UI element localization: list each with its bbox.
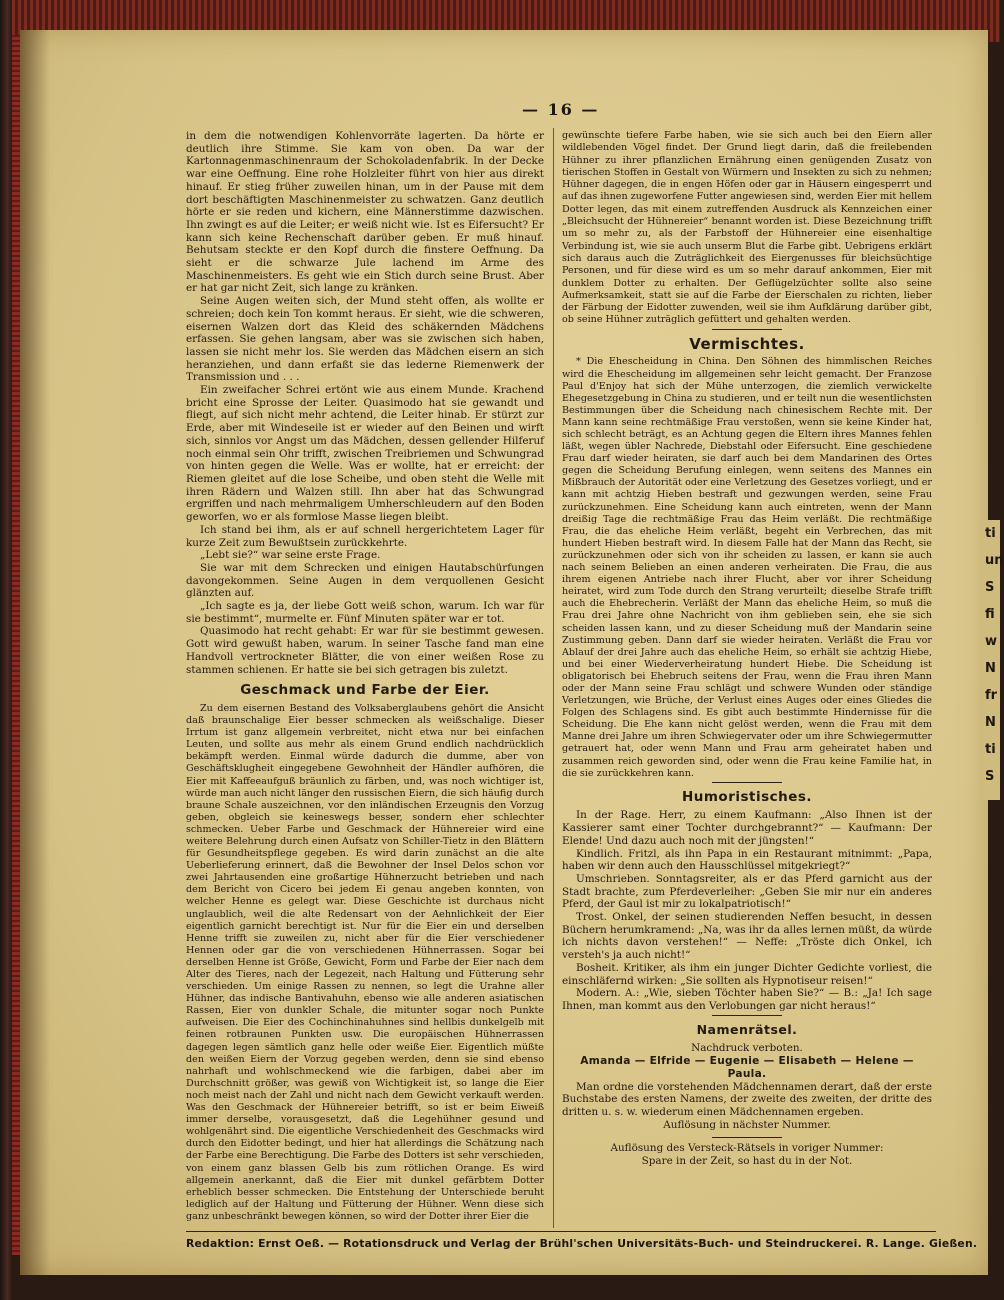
story-paragraph: Sie war mit dem Schrecken und einigen Hautabschürfungen davongekommen. Seine Augen in dem verquollenen Gesicht glänzten auf. xyxy=(186,561,544,600)
section-rule xyxy=(712,1015,782,1016)
article-eier-text: Zu dem eisernen Bestand des Volksaberglaubens gehört die Ansicht daß braunschalige Eier besser schmecken als weißschalige. Dieser Irrtum ist ganz allgemein verbreitet, nicht etwa nur bei einfachen Leuten, und sollte aus mehr als einem Grund endlich nachdrücklich bekämpft werden. Einmal würde dadurch die dumme, aber von Geschäftsklugheit eingegebene Gewohnheit der Händler aufhören, die Eier mit Kaffeeaufguß bräunlich zu färben, und, was noch wichtiger ist, würde man auch nicht länger den russischen Eiern, die sich häufig durch braune Schale auszeichnen, vor den inländischen Erzeugnis den Vorzug geben, obgleich sie keineswegs besser, sondern eher schlechter schmecken. Ueber Farbe und Geschmack der Hühnereier wird eine weitere Belehrung durch einen Aufsatz von Schiller-Tietz in den Blättern für Gesundheitspflege gegeben. Es wird darin zunächst an die alte Ueberlieferung erinnert, daß die Bewohner der Insel Delos schon vor zwei Jahrtausenden eine großartige Hühnerzucht betrieben und nach dem Bericht von Cicero bei jedem Ei genau angeben konnten, von welcher Henne es gelegt war. Diese Geschichte ist durchaus nicht unglaublich, weil die alte Redensart von der Aehnlichkeit der Eier eigentlich garnicht berechtigt ist. Nur für die Eier ein und derselben Henne trifft sie zuweilen zu, nicht aber für die Eier verschiedener Hennen oder gar die von verschiedenen Hühnerrassen. Sogar bei derselben Henne ist Größe, Gewicht, Form und Farbe der Eier nach dem Alter des Tieres, nach der Legezeit, nach Haltung und Fütterung sehr verschieden. Um einige Rassen zu nennen, so legt die Urahne aller Hühner, das indische Bantivahuhn, ebenso wie alle anderen asiatischen Rassen, Eier von dunkler Schale, die mitunter sogar noch Punkte aufweisen. Die Eier des Cochinchinahuhnes sind hellbis dunkelgelb mit feinen rotbraunen Punkten usw. Die europäischen Hühnerrassen dagegen legen sämtlich ganz helle oder weiße Eier. Eigentlich müßte den weißen Eiern der Vorzug gegeben werden, denn sie sind ebenso nahrhaft und wohlschmeckend wie die farbigen, dabei aber im Durchschnitt größer, was gewiß von Wichtigkeit ist, so lange die Eier noch meist nach der Zahl und nicht nach dem Gewicht verkauft werden. Was den Geschmack der Hühnereier betrifft, so ist er beim Eiweiß immer derselbe, vorausgesetzt, daß die Legehühner gesund und wohlgenährt sind. Die eigentliche Verschiedenheit des Geschmacks wird durch den Eidotter bedingt, und hier hat allerdings die Schätzung nach der Farbe eine Berechtigung. Die Farbe des Dotters ist sehr verschieden, von einem ganz blassen Gelb bis zum rötlichen Orange. Es wird allgemein anerkannt, daß die Eier mit dunkel gefärbtem Dotter erheblich besser schmecken. Die Entstehung der Unterschiede beruht lediglich auf der Haltung und Fütterung der Hühner. Wenn diese sich ganz unbeschränkt bewegen können, so wird der Dotter ihrer Eier die xyxy=(186,702,544,1222)
story-paragraph: „Lebt sie?“ war seine erste Frage. xyxy=(200,549,381,562)
next-page-fragment: fr xyxy=(985,688,998,703)
footer-rule xyxy=(186,1231,936,1232)
book-binding xyxy=(0,0,12,1300)
puzzle-instructions: Man ordne die vorstehenden Mädchennamen derart, daß der erste Buchstabe des ersten Namens, der zweite des zweiten, der dritte des dritten u. s. w. wiederum einen Mädchennamen ergeben. xyxy=(562,1080,932,1118)
gutter-shadow xyxy=(20,30,50,1275)
puzzle-names: Amanda — Elfride — Eugenie — Elisabeth — Helene — Paula. xyxy=(580,1055,914,1080)
next-page-fragment: ti xyxy=(985,742,996,757)
next-page-fragment: N xyxy=(985,715,996,730)
story-paragraph: Ein zweifacher Schrei ertönt wie aus einem Munde. Krachend bricht eine Sprosse der Leiter. Quasimodo hat sie gewandt und fliegt, auf sich nicht mehr achtend, die Leiter hinab. Er stürzt zur Erde, aber mit Windeseile ist er wieder auf den Beinen und wirft sich, sinnlos vor Angst um das Mädchen, dessen gellender Hilferuf noch einmal sein Ohr trifft, zwischen Treibriemen und Schwungrad von hinten gegen die Welle. Was er wollte, hat er erreicht: der Riemen gleitet auf die lose Scheibe, und oben steht die Welle mit ihren Rädern und Walzen still. Ihn aber hat das Schwungrad ergriffen und nach mehrmaligem Umherschleudern auf den Boden geworfen, wo er als formlose Masse liegen bleibt. xyxy=(186,384,544,524)
story-paragraph: „Ich sagte es ja, der liebe Gott weiß schon, warum. Ich war für sie bestimmt“, murmelte er. Fünf Minuten später war er tot. xyxy=(186,600,544,625)
next-page-fragment: S xyxy=(985,580,995,595)
next-page-fragment: S xyxy=(985,769,995,784)
next-page-fragment: N xyxy=(985,661,996,676)
page-number: — 16 — xyxy=(522,100,600,119)
section-heading-vermischtes: Vermischtes. xyxy=(689,334,805,353)
imprint-footer: Redaktion: Ernst Oeß. — Rotationsdruck und Verlag der Brühl'schen Universitäts-Buch- und Steindruckerei. R. Lange. Gießen. xyxy=(186,1237,978,1250)
section-rule xyxy=(712,329,782,330)
next-page-fragment: ti xyxy=(985,526,996,541)
left-column xyxy=(186,130,544,1223)
article-heading-eier: Geschmack und Farbe der Eier. xyxy=(240,682,490,699)
joke-item: Kindlich. Fritzl, als ihn Papa in ein Restaurant mitnimmt: „Papa, haben wir denn auch den Hausschlüssel mitgekriegt?“ xyxy=(562,847,932,873)
right-column xyxy=(562,130,932,1168)
previous-solution-answer: Spare in der Zeit, so hast du in der Not. xyxy=(641,1155,853,1168)
story-paragraph: in dem die notwendigen Kohlenvorräte lagerten. Da hörte er deutlich ihre Stimme. Sie kam von oben. Da war der Kartonnagenmaschinenraum der Schokoladenfabrik. In der Decke war eine Oeffnung. Eine rohe Holzleiter führt von hier aus direkt hinauf. Er stieg früher zuweilen hinan, um in der Pause mit dem dort beschäftigten Maschinenmeister zu schwatzen. Ganz deutlich hörte er sie reden und kichern, eine Männerstimme dazwischen. Ihn zwingt es auf die Leiter; er weiß nicht wie. Ist es Eifersucht? Er kann sich keine Rechenschaft darüber geben. Er muß hinauf. Behutsam steckte er den Kopf durch die finstere Oeffnung. Da sieht er die schwarze Jule lachend im Arme des Maschinenmeisters. Es geht wie ein Stich durch seine Brust. Aber er hat gar nicht Zeit, sich lange zu kränken. xyxy=(186,130,544,295)
story-paragraph: Quasimodo hat recht gehabt: Er war für sie bestimmt gewesen. Gott wird gewußt haben, warum. In seiner Tasche fand man eine Handvoll vertrockneter Blätter, die von einer weißen Rose zu stammen schienen. Er hatte sie bei sich getragen bis zuletzt. xyxy=(186,625,544,676)
reprint-notice: Nachdruck verboten. xyxy=(691,1042,803,1055)
story-paragraph: Ich stand bei ihm, als er auf schnell hergerichtetem Lager für kurze Zeit zum Bewußtsein zurückkehrte. xyxy=(186,523,544,549)
book-spine-edge xyxy=(12,35,20,1255)
puzzle-solution-note: Auflösung in nächster Nummer. xyxy=(663,1118,831,1131)
joke-item: Trost. Onkel, der seinen studierenden Neffen besucht, in dessen Büchern herumkramend: „Na, was ihr da alles lernen müßt, da würde ich nichts davon verstehen!“ — Neffe: „Tröste dich Onkel, ich versteh's ja auch nicht!“ xyxy=(562,911,933,962)
column-divider xyxy=(553,128,554,1228)
story-paragraph: Seine Augen weiten sich, der Mund steht offen, als wollte er schreien; doch kein Ton kommt heraus. Er sieht, wie die schweren, eisernen Walzen dort das Kleid des schäkernden Mädchens erfassen. Sie gehen langsam, aber was sie zwischen sich haben, lassen sie nicht mehr los. Sie werden das Mädchen eisern an sich heranziehen, und dann erfaßt sie das lederne Riemenwerk der Transmission und . . . xyxy=(186,295,544,384)
article-eier-continued: gewünschte tiefere Farbe haben, wie sie sich auch bei den Eiern aller wildlebenden Vögel findet. Der Grund liegt darin, daß die freilebenden Hühner zu ihrer pflanzlichen Ernährung einen genügenden Zusatz von tierischen Stoffen in Gestalt von Würmern und Insekten zu sich zu nehmen; Hühner dagegen, die in engen Höfen oder gar in Häusern eingesperrt und auf das ihnen zugeworfene Futter angewiesen sind, werden Eier mit hellem Dotter legen, das mit einem zutreffenden Ausdruck als Kennzeichen einer „Bleichsucht der Hühnereier“ benannt worden ist. Diese Bezeichnung trifft um so mehr zu, als der Farbstoff der Hühnereier eine eisenhaltige Verbindung ist, wie sie auch unserm Blut die Farbe gibt. Uebrigens erklärt sich daraus auch die Zuträglichkeit des Eiergenusses für bleichsüchtige Personen, und für diese wird es um so mehr darauf ankommen, Eier mit dunklem Dotter zu erhalten. Der Geflügelzüchter sollte also seine Aufmerksamkeit, statt sie auf die Farbe der Eierschalen zu richten, lieber der Färbung der Eidotter zuwenden, weil sie ihm Aufklärung darüber gibt, ob seine Hühner zuträglich gefüttert und gehalten werden. xyxy=(562,130,932,326)
joke-item: In der Rage. Herr, zu einem Kaufmann: „Also Ihnen ist der Kassierer samt einer Tochter durchgebrannt?“ — Kaufmann: Der Elende! Und dazu auch noch mit der jüngsten!“ xyxy=(562,809,932,847)
joke-item: Bosheit. Kritiker, als ihm ein junger Dichter Gedichte vorliest, die einschläfernd wirken: „Sie sollten als Hypnotiseur reisen!“ xyxy=(562,961,932,987)
next-page-fragment: un xyxy=(985,553,1004,568)
section-heading-namenraetsel: Namenrätsel. xyxy=(696,1021,798,1037)
section-rule xyxy=(712,782,782,783)
next-page-edge xyxy=(982,520,1004,800)
joke-item: Modern. A.: „Wie, sieben Töchter haben Sie?“ — B.: „Ja! Ich sage Ihnen, man kommt aus den Verlobungen gar nicht heraus!“ xyxy=(562,987,932,1012)
next-page-fragment: fi xyxy=(985,607,995,622)
next-page-fragment: w xyxy=(985,634,998,649)
article-vermischtes-text: * Die Ehescheidung in China. Den Söhnen des himmlischen Reiches wird die Ehescheidung im allgemeinen sehr leicht gemacht. Der Franzose Paul d'Enjoy hat sich der Mühe unterzogen, die ziemlich verwickelte Ehegesetzgebung in China zu studieren, und er teilt nun die wesentlichsten Bestimmungen über die Scheidung nach chinesischem Rechte mit. Der Mann kann seine rechtmäßige Frau verstoßen, wenn sie keine Kinder hat, sich schlecht beträgt, es an Achtung gegen die Eltern ihres Mannes fehlen läßt, wegen übler Nachrede, Diebstahl oder Eifersucht. Eine geschiedene Frau darf wieder heiraten, sie darf auch bei dem Mandarinen des Ortes gegen die Scheidung Berufung einlegen, wenn seitens des Mannes ein Mißbrauch der Autorität oder eine Verletzung des Gesetzes vorliegt, und er kann mit achtzig Hieben bestraft und gezwungen werden, seine Frau zurückzunehmen. Eine Scheidung kann auch eintreten, wenn der Mann dreißig Tage die rechtmäßige Frau das Heim verläßt. Die rechtmäßige Frau, die das eheliche Heim verläßt, begeht ein Verbrechen, das mit hundert Hieben bestraft wird. In diesem Falle hat der Mann das Recht, sie zurückzunehmen oder sich von ihr scheiden zu lassen, er kann sie auch nach seinem Belieben an einen anderen verheiraten. Die Frau, die aus ihrem eigenen Antriebe nach ihrer Flucht, aber vor ihrer Scheidung heiratet, wird zum Tode durch den Strang verurteilt; dieselbe Strafe trifft auch die Ehebrecherin. Verläßt der Mann das eheliche Heim, so muß die Frau drei Jahre ohne Nachricht von ihm geblieben sein, ehe sie sich scheiden lassen kann, und zu dieser Scheidung muß der Mandarin seine Zustimmung geben. Dann darf sie wieder heiraten. Verläßt die Frau vor Ablauf der drei Jahre auch das eheliche Heim, so erhält sie achtzig Hiebe, und bei einer Wiederverheiratung hundert Hiebe. Die Scheidung ist obligatorisch bei Ehebruch seitens der Frau, wenn die Frau ihren Mann oder der Mann seine Frau schlägt und schwere Wunden oder ständige Verletzungen, wie Brüche, der Verlust eines Auges oder eines Gliedes die Folgen des Schlagens sind. Es gibt auch bestimmte Hindernisse für die Scheidung. Die Ehe kann nicht gelöst werden, wenn die Frau mit dem Manne drei Jahre um ihren Schwiegervater oder um ihre Schwiegermutter getrauert hat, oder wenn Mann und Frau arm geheiratet haben und zusammen reich geworden sind, oder wenn die Frau keine Familie hat, in die sie zurückkehren kann. xyxy=(562,356,933,779)
joke-item: Umschrieben. Sonntagsreiter, als er das Pferd garnicht aus der Stadt brachte, zum Pferdeverleiher: „Geben Sie mir nur ein anderes Pferd, der Gaul ist mir zu lokalpatriotisch!“ xyxy=(562,872,932,911)
previous-solution-label: Auflösung des Versteck-Rätsels in voriger Nummer: xyxy=(610,1142,884,1155)
section-rule xyxy=(712,1137,782,1138)
section-heading-humoristisches: Humoristisches. xyxy=(681,788,813,805)
